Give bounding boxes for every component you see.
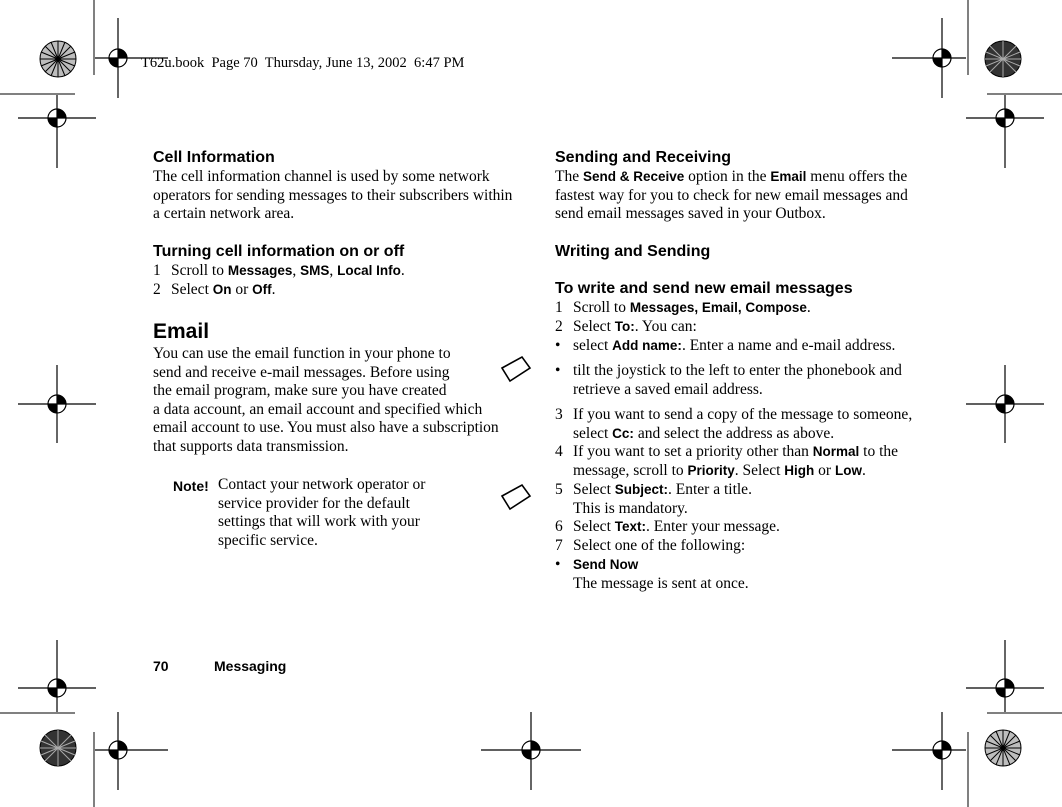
text: select: [573, 337, 613, 354]
menu-key: Messages: [227, 263, 293, 278]
text-line: the email program, make sure you have created: [153, 382, 447, 400]
text: . Select: [734, 461, 785, 479]
text: .: [861, 461, 866, 479]
section-title: Messaging: [214, 658, 287, 674]
star-target-icon: [985, 730, 1021, 766]
menu-key: Normal: [812, 444, 860, 459]
menu-key: Low: [834, 462, 862, 478]
email-indicator-icon: [502, 485, 530, 509]
text-line: fastest way for you to check for new email messages and: [555, 186, 908, 204]
text-line: a data account, an email account and specified which: [153, 400, 483, 418]
menu-key: Off: [252, 282, 272, 297]
menu-key: Email: [770, 169, 807, 184]
step-number: 4: [555, 443, 563, 460]
text-line: settings that will work with your: [218, 513, 420, 531]
step-number: 1: [555, 299, 563, 316]
star-target-icon: [40, 41, 76, 77]
text: . You can:: [634, 318, 697, 335]
text: . Enter a title.: [668, 481, 752, 498]
text-line: service provider for the default: [218, 494, 410, 512]
text: .: [400, 262, 405, 279]
menu-key: To:: [614, 319, 635, 334]
turning-heading: Turning cell information on or off: [153, 243, 405, 260]
text: . Enter your message.: [646, 518, 780, 535]
text: Select: [171, 281, 213, 298]
menu-key: SMS: [300, 263, 330, 278]
email-paragraph: [153, 345, 538, 457]
text-line: email account to use. You must also have a subscription: [153, 419, 499, 437]
email-heading: Email: [153, 320, 210, 343]
text: . Enter a name and e-mail address.: [681, 337, 896, 354]
text: Select: [573, 518, 615, 535]
text: .: [806, 299, 811, 316]
crosshair-target-icon: [966, 95, 1044, 168]
text: Select one of the following:: [573, 537, 746, 554]
text-line: Contact your network operator or: [218, 476, 426, 493]
text: option in the: [684, 168, 771, 185]
star-target-icon: [985, 41, 1021, 77]
text-line: This is mandatory.: [573, 499, 688, 517]
text: Select: [573, 318, 615, 335]
text: or: [814, 461, 835, 479]
separator: ,: [292, 262, 301, 279]
menu-key: Send Now: [573, 557, 639, 572]
writing-heading: Writing and Sending: [555, 243, 711, 260]
crosshair-target-icon: [18, 95, 96, 168]
cell-info-paragraph: [153, 168, 538, 224]
menu-key: Text:: [614, 519, 647, 534]
text: or: [231, 281, 253, 298]
text: The: [555, 168, 583, 185]
text-line: a certain network area.: [153, 205, 295, 223]
step-number: 1: [153, 262, 161, 279]
to-write-heading: To write and send new email messages: [555, 280, 853, 297]
text: select: [573, 424, 613, 442]
text-line: You can use the email function in your phone to: [153, 345, 451, 362]
crosshair-target-icon: [18, 640, 96, 712]
page-number: 70: [153, 658, 169, 674]
text-line: retrieve a saved email address.: [573, 380, 763, 398]
cell-info-heading: Cell Information: [153, 149, 275, 166]
bullet: •: [555, 556, 561, 573]
menu-key: Priority: [687, 462, 735, 478]
text: message, scroll to: [573, 461, 688, 479]
menu-key: Local Info: [337, 263, 401, 278]
menu-key: On: [212, 282, 232, 297]
text: Select: [573, 481, 615, 498]
menu-key: Subject:: [614, 482, 669, 497]
step-number: 5: [555, 481, 563, 498]
text: menu offers the: [806, 168, 908, 185]
star-target-icon: [40, 730, 76, 766]
text-line: send email messages saved in your Outbox.: [555, 205, 826, 223]
text: Scroll to: [171, 262, 228, 279]
crosshair-target-icon: [892, 712, 966, 790]
text-line: The message is sent at once.: [573, 574, 749, 592]
step-number: 3: [555, 406, 563, 423]
text: If you want to set a priority other than: [573, 443, 813, 460]
text-line: specific service.: [218, 531, 318, 549]
bullet: •: [555, 337, 561, 354]
bullet: •: [555, 362, 561, 379]
menu-key: Cc:: [612, 425, 634, 441]
text: .: [271, 281, 276, 298]
menu-key: Messages, Email, Compose: [629, 300, 807, 315]
book-stamp: T62u.book Page 70 Thursday, June 13, 2002 6:47 PM: [141, 55, 465, 71]
menu-key: High: [784, 462, 815, 478]
text-line: send and receive e-mail messages. Before using: [153, 363, 450, 381]
crosshair-target-icon: [966, 640, 1044, 712]
sending-paragraph: [555, 168, 908, 224]
text: Scroll to: [573, 299, 630, 316]
separator: ,: [329, 262, 338, 279]
step-number: 2: [153, 281, 161, 298]
crosshair-target-icon: [892, 18, 966, 98]
step-number: 6: [555, 518, 563, 535]
step-number: 7: [555, 537, 563, 554]
sending-heading: Sending and Receiving: [555, 149, 732, 166]
crosshair-target-icon: [95, 712, 168, 790]
text-line: If you want to send a copy of the message to someone,: [573, 406, 913, 423]
text-line: tilt the joystick to the left to enter the phonebook and: [573, 362, 902, 379]
note-text: [218, 476, 425, 550]
text: to the: [859, 443, 899, 460]
step-number: 2: [555, 318, 563, 335]
text: and select the address as above.: [633, 424, 835, 442]
menu-key: Send & Receive: [582, 169, 685, 184]
note-label: Note!: [173, 478, 209, 494]
text-line: operators for sending messages to their subscribers within: [153, 186, 513, 204]
text-line: The cell information channel is used by some network: [153, 168, 490, 185]
menu-key: Add name:: [612, 338, 682, 353]
text-line: that supports data transmission.: [153, 437, 349, 455]
